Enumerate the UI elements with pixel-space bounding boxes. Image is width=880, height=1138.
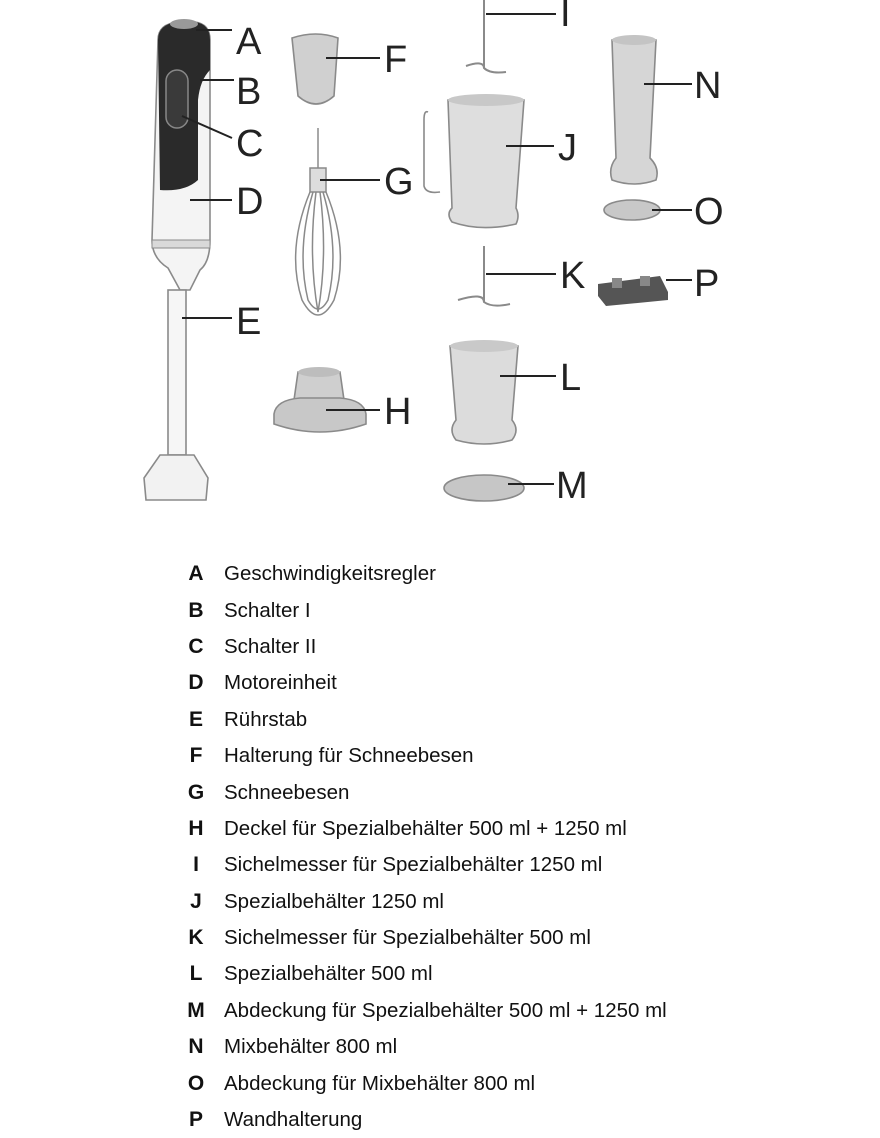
legend-key: L [189, 962, 203, 986]
callout-p: P [694, 263, 720, 305]
legend-text: Halterung für Schneebesen [224, 744, 474, 768]
wall-mount [598, 276, 668, 306]
legend-text: Deckel für Spezialbehälter 500 ml + 1250 ml [224, 816, 627, 840]
legend-key: I [193, 853, 199, 877]
container-500 [450, 340, 518, 444]
callout-m: M [556, 465, 588, 507]
parts-diagram [0, 0, 880, 540]
legend-item [168, 993, 667, 1029]
legend-text: Sichelmesser für Spezialbehälter 500 ml [224, 926, 591, 950]
legend-key: J [190, 889, 202, 913]
callout-b: B [236, 71, 262, 113]
callout-h: H [384, 391, 412, 433]
callout-i: I [560, 0, 571, 35]
legend-item [168, 847, 667, 883]
legend-key: A [188, 562, 204, 586]
whisk [296, 128, 341, 315]
legend-key: F [189, 744, 203, 768]
legend-text: Abdeckung für Spezialbehälter 500 ml + 1250 ml [224, 998, 667, 1022]
callout-f: F [384, 39, 408, 81]
legend-item [168, 774, 667, 810]
callout-l: L [560, 357, 582, 399]
callout-j: J [558, 127, 577, 169]
legend-item [168, 629, 667, 665]
callout-e: E [236, 301, 262, 343]
container-cover [444, 475, 524, 501]
blender-foot [144, 455, 208, 500]
legend-text: Geschwindigkeitsregler [224, 562, 436, 586]
parts-legend [168, 556, 667, 1138]
jug-1250 [424, 94, 524, 228]
legend-key: D [188, 671, 204, 695]
legend-text: Wandhalterung [224, 1108, 363, 1132]
legend-item [168, 1029, 667, 1065]
legend-item [168, 1065, 667, 1101]
legend-key: O [187, 1071, 205, 1095]
legend-key: B [188, 598, 204, 622]
legend-item [168, 884, 667, 920]
blender-shaft [168, 290, 186, 455]
legend-item [168, 665, 667, 701]
container-lid [274, 367, 366, 432]
legend-text: Spezialbehälter 500 ml [224, 962, 433, 986]
callout-a: A [236, 21, 262, 63]
legend-item [168, 556, 667, 592]
legend-text: Motoreinheit [224, 671, 337, 695]
whisk-holder [292, 34, 338, 104]
speed-dial [170, 19, 198, 29]
callout-k: K [560, 255, 586, 297]
legend-text: Sichelmesser für Spezialbehälter 1250 ml [224, 853, 603, 877]
legend-text: Schalter I [224, 598, 311, 622]
callout-n: N [694, 65, 722, 107]
legend-key: E [188, 707, 203, 731]
callout-o: O [694, 191, 724, 233]
legend-item [168, 592, 667, 628]
legend-text: Schalter II [224, 634, 317, 658]
blade-500 [458, 246, 510, 306]
callout-g: G [384, 161, 414, 203]
legend-key: P [188, 1108, 203, 1132]
legend-text: Abdeckung für Mixbehälter 800 ml [224, 1071, 536, 1095]
switch-button [166, 70, 188, 128]
callout-d: D [236, 181, 264, 223]
legend-key: M [187, 998, 205, 1022]
legend-item [168, 811, 667, 847]
legend-key: K [188, 926, 204, 950]
legend-key: G [187, 780, 205, 804]
legend-text: Spezialbehälter 1250 ml [224, 889, 444, 913]
legend-item [168, 1102, 667, 1138]
callout-c: C [236, 123, 264, 165]
legend-text: Rührstab [224, 707, 308, 731]
legend-key: H [188, 816, 204, 840]
mixing-cup-cover [604, 200, 660, 220]
legend-item [168, 702, 667, 738]
legend-text: Mixbehälter 800 ml [224, 1035, 398, 1059]
legend-text: Schneebesen [224, 780, 350, 804]
legend-item [168, 920, 667, 956]
blade-1250 [466, 0, 506, 73]
mixing-cup [611, 35, 657, 184]
legend-key: C [188, 634, 204, 658]
legend-item [168, 956, 667, 992]
hand-blender [144, 19, 210, 500]
legend-item [168, 738, 667, 774]
legend-key: N [188, 1035, 204, 1059]
